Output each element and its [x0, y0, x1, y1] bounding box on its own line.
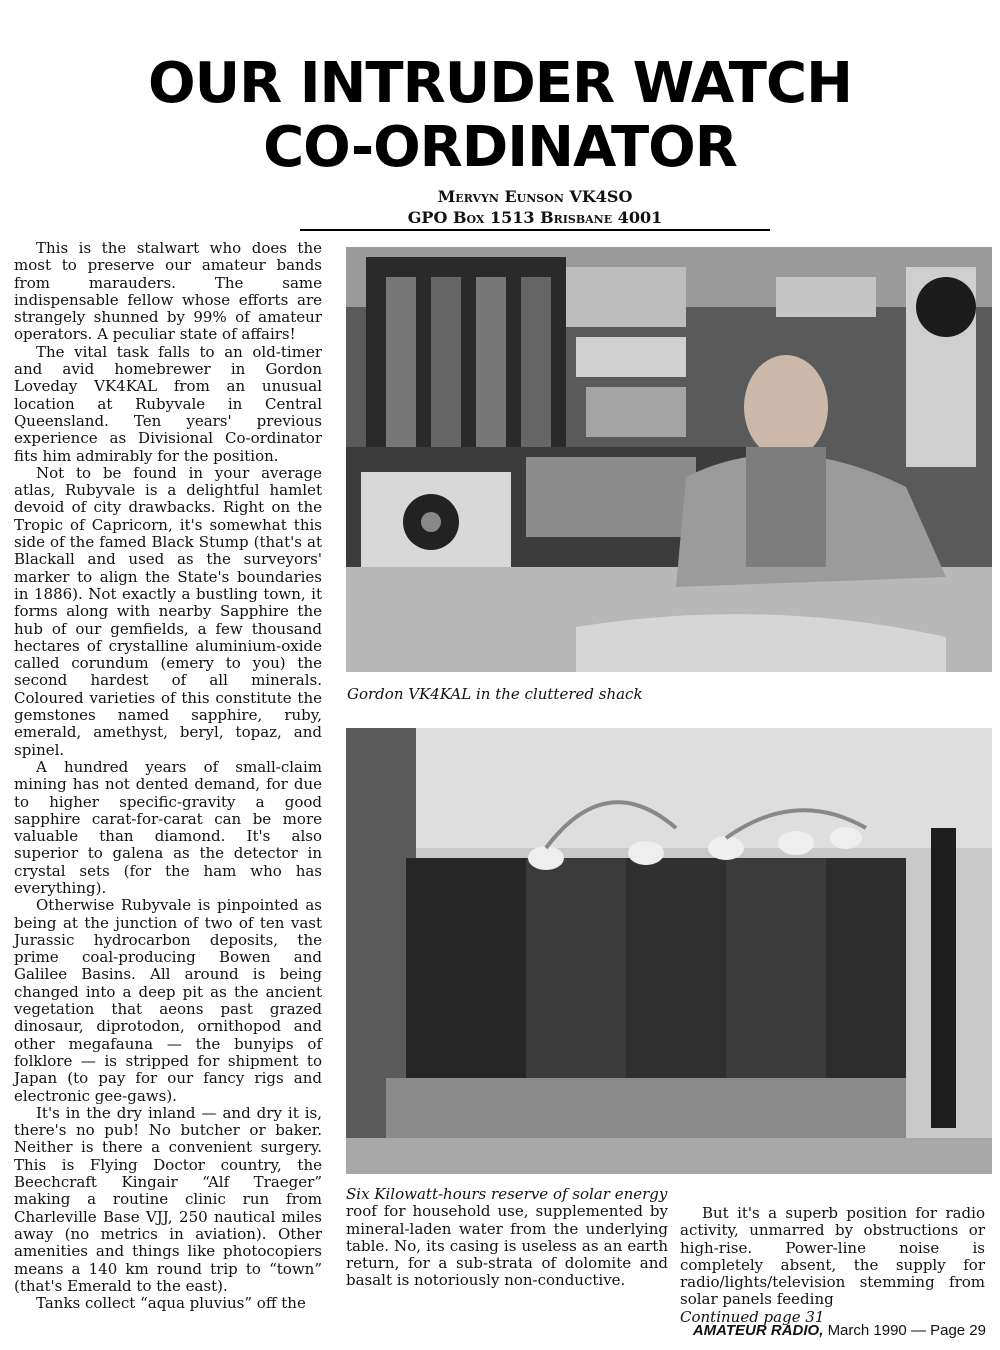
- paragraph: Otherwise Rubyvale is pinpointed as being at the junction of two of ten vast Jurassic hydrocarbon deposits, the prime coal-producing Bowen and Galilee Basins. All around is being changed into a deep pit as the ancient vegetation that aeons past grazed dinosaur, diprotodon, ornithopod and other megafauna — the bunyips of folklore — is stripped for shipment to Japan (to pay for our fancy rigs and electronic gee-gaws).: [14, 896, 322, 1105]
- left-column: [14, 240, 322, 1320]
- shack-photo: [346, 247, 992, 672]
- author-name: Mervyn Eunson VK4SO: [437, 187, 633, 206]
- paragraph: A hundred years of small-claim mining has not dented demand, for due to higher specific-gravity a good sapphire carat-for-carat can be more valuable than diamond. It's also superior to galena as the detector in crystal sets (for the ham who has everything).: [14, 757, 322, 897]
- shack-photo-caption: Gordon VK4KAL in the cluttered shack: [347, 685, 643, 703]
- article-title: [0, 52, 1000, 180]
- battery-photo: [346, 728, 992, 1174]
- issue-and-page: March 1990 — Page 29: [827, 1322, 986, 1339]
- author-address: GPO Box 1513 Brisbane 4001: [407, 208, 663, 227]
- byline: [300, 186, 770, 228]
- title-line-1: OUR INTRUDER WATCH: [148, 51, 852, 116]
- paragraph: Tanks collect “aqua pluvius” off the: [36, 1294, 306, 1313]
- paragraph: This is the stalwart who does the most to preserve our amateur bands from marauders. The same indispensable fellow whose efforts are strangely shunned by 99% of amateur operators. A peculiar state of affairs!: [14, 239, 322, 344]
- page-footer: [693, 1322, 986, 1339]
- magazine-name: AMATEUR RADIO,: [692, 1322, 824, 1339]
- paragraph: The vital task falls to an old-timer and avid homebrewer in Gordon Loveday VK4KAL from an unusual location at Rubyvale in Central Queensland. Ten years' previous experience as Divisional Co-ordinator fits him admirably for the position.: [14, 342, 322, 465]
- title-line-2: CO-ORDINATOR: [263, 115, 737, 180]
- byline-divider: [300, 229, 770, 231]
- paragraph: It's in the dry inland — and dry it is, there's no pub! No butcher or baker. Neither is there a convenient surgery. This is Flying Doctor country, the Beechcraft Kingair “Alf Traeger” making a routine clinic run from Charleville Base VJJ, 250 nautical miles away (no metrics in aviation). Other amenities and things like photocopiers means a 140 km round trip to “town” (that's Emerald to the east).: [14, 1103, 322, 1295]
- continued-notice: Continued page 31: [680, 1307, 825, 1326]
- paragraph: But it's a superb position for radio activity, unmarred by obstructions or high-rise. Power-line noise is completely absent, the supply for radio/lights/television stemming from solar panels feeding: [680, 1204, 985, 1309]
- middle-column: [346, 1186, 668, 1316]
- paragraph: roof for household use, supplemented by mineral-laden water from the underlying table. No, its casing is useless as an earth return, for a sub-strata of dolomite and basalt is notoriously non-conductive.: [346, 1202, 668, 1290]
- paragraph: Not to be found in your average atlas, Rubyvale is a delightful hamlet devoid of city drawbacks. Right on the Tropic of Capricorn, it's somewhat this side of the famed Black Stump (that's at Blackall and used as the surveyors' marker to align the State's boundaries in 1886). Not exactly a bustling town, it forms along with nearby Sapphire the hub of our gemfields, a few thousand hectares of crystalline aluminium-oxide called corundum (emery to you) the second hardest of all minerals. Coloured varieties of this constitute the gemstones named sapphire, ruby, emerald, amethyst, beryl, topaz, and spinel.: [14, 463, 322, 759]
- right-column: [680, 1204, 985, 1326]
- battery-photo-caption: Six Kilowatt-hours reserve of solar energy: [346, 1185, 668, 1203]
